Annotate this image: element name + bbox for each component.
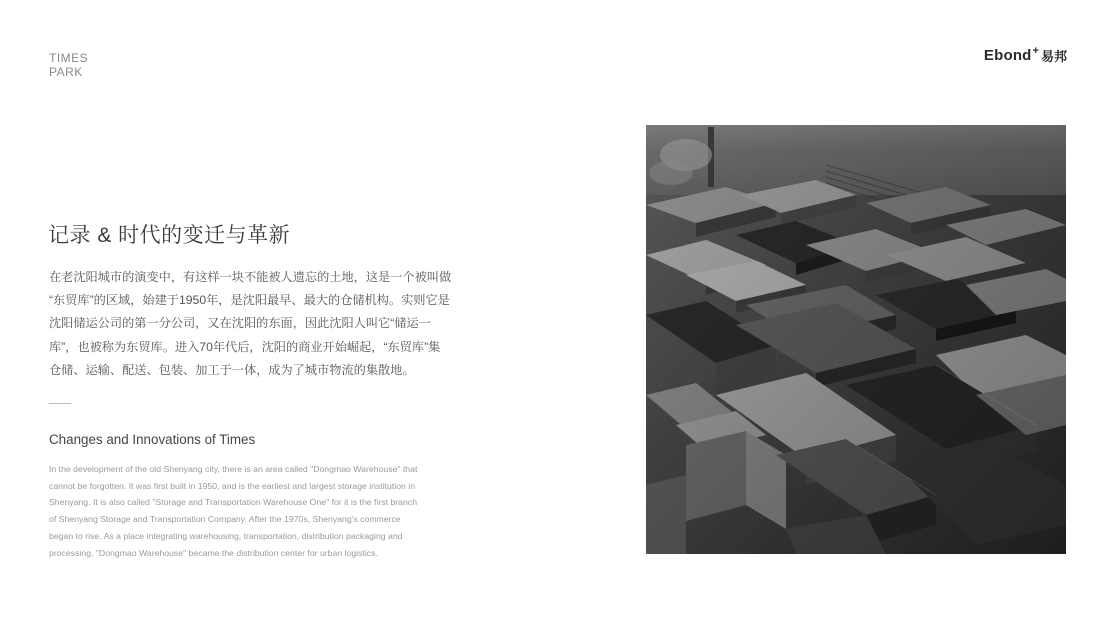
section-divider [49, 403, 71, 404]
chinese-paragraph-line: “东贸库”的区域，始建于1950年，是沈阳最早、最大的仓储机构。实则它是 [49, 293, 450, 308]
logo-cn: 易邦 [1040, 49, 1067, 64]
chinese-paragraph-line: 沈阳储运公司的第一分公司，又在沈阳的东面，因此沈阳人叫它“储运一 [49, 316, 431, 331]
english-paragraph-line: cannot be forgotten. It was first built in 1950, and is the earliest and largest storage institution in [49, 480, 416, 491]
english-paragraph-line: began to rise. As a place integrating warehousing, transportation, distribution packaging and [49, 530, 403, 541]
chinese-paragraph-line: 仓储、运输、配送、包装、加工于一体，成为了城市物流的集散地。 [49, 362, 415, 377]
english-paragraph-line: processing, "Dongmao Warehouse" became the distribution center for urban logistics. [49, 547, 378, 558]
chinese-heading: 记录 & 时代的变迁与革新 [48, 224, 291, 247]
logo-word: Ebond [983, 47, 1032, 64]
warehouse-aerial-photo [646, 125, 1066, 554]
logo-plus: + [1032, 45, 1039, 57]
chinese-paragraph-line: 在老沈阳城市的演变中，有这样一块不能被人遗忘的土地，这是一个被叫做 [49, 270, 452, 284]
english-paragraph-line: In the development of the old Shenyang city, there is an area called "Dongmao Warehouse" that [49, 464, 418, 474]
brand-line-2: PARK [49, 65, 83, 79]
english-paragraph [49, 461, 479, 561]
warehouse-photo-illustration [646, 125, 1066, 554]
chinese-paragraph [49, 266, 469, 382]
english-paragraph-line: of Shenyang Storage and Transportation Company. After the 1970s, Shenyang's commerce [49, 514, 401, 525]
english-heading: Changes and Innovations of Times [49, 432, 256, 447]
chinese-paragraph-line: 库”，也被称为东贸库。进入70年代后，沈阳的商业开始崛起，“东贸库”集 [49, 339, 441, 354]
english-paragraph-line: Shenyang. It is also called "Storage and Transportation Warehouse One" for it is the first branch [49, 497, 418, 508]
brand-line-1: TIMES [49, 51, 89, 65]
ebond-logo [984, 47, 1067, 66]
brand-wordmark [49, 51, 88, 79]
